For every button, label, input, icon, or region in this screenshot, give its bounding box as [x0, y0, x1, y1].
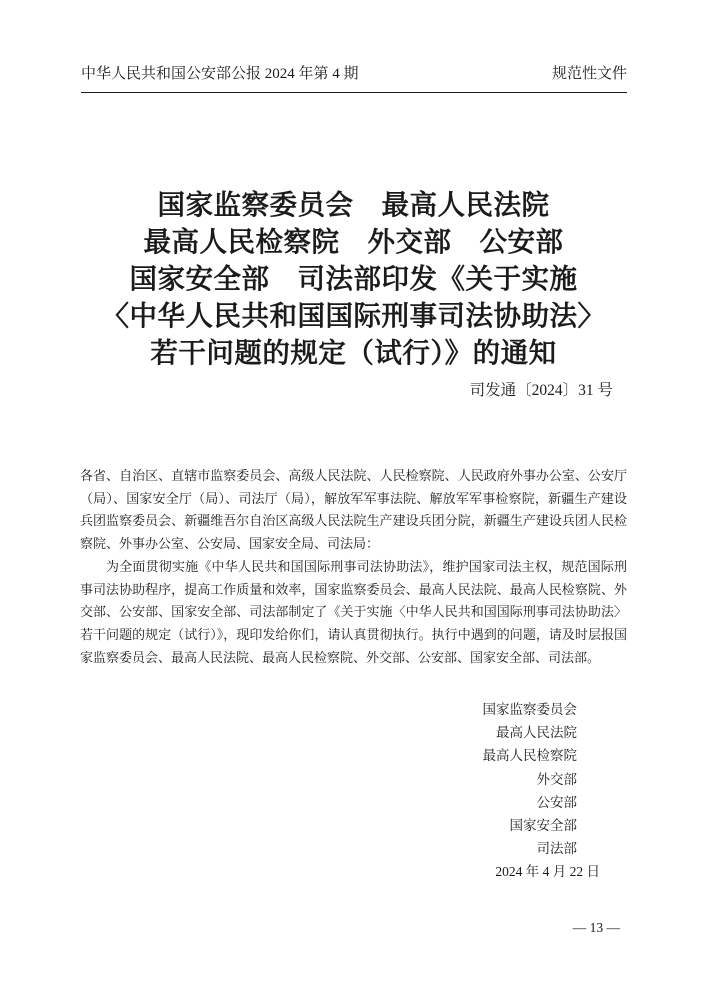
page-number: — 13 — [572, 920, 620, 935]
document-title [40, 186, 667, 371]
issuer-name: 国家安全部 [509, 818, 577, 834]
issuer-name: 外交部 [536, 771, 577, 787]
journal-title: 中华人民共和国公安部公报 2024 年第 4 期 [81, 66, 359, 82]
document-title-line: 国家安全部 司法部印发《关于实施 [129, 263, 578, 294]
issuer-name: 最高人民检察院 [482, 748, 577, 764]
document-number: 司发通〔2024〕31 号 [469, 382, 613, 399]
section-label: 规范性文件 [551, 66, 627, 82]
document-title-line: 〈中华人民共和国国际刑事司法协助法〉 [101, 300, 606, 331]
signature-date: 2024 年 4 月 22 日 [495, 864, 600, 880]
document-title-line: 若干问题的规定（试行）》的通知 [150, 337, 557, 368]
header-rule [81, 92, 627, 93]
issuer-name: 公安部 [536, 794, 577, 810]
document-body [80, 465, 627, 669]
signature-block [0, 698, 707, 884]
issuer-name: 国家监察委员会 [482, 702, 577, 717]
notice-paragraph: 为全面贯彻实施《中华人民共和国国际刑事司法协助法》，维护国家司法主权，规范国际刑事司法协助程序，提高工作质量和效率，国家监察委员会、最高人民法院、最高人民检察院、外交部、公安部、国家安全部、司法部制定了《关于实施〈中华人民共和国国际刑事司法协助法〉若干问题的规定（试行）》，现印发给你们，请认真贯彻执行。执行中遇到的问题，请及时层报国家监察委员会、最高人民法院、最高人民检察院、外交部、公安部、国家安全部、司法部。 [80, 558, 627, 665]
issuer-name: 最高人民法院 [496, 725, 577, 741]
document-title-line: 国家监察委员会 最高人民法院 [157, 189, 550, 220]
page-header [81, 63, 627, 85]
document-title-line: 最高人民检察院 外交部 公安部 [143, 226, 564, 257]
issuer-name: 司法部 [536, 841, 577, 857]
addressees-paragraph: 各省、自治区、直辖市监察委员会、高级人民法院、人民检察院、人民政府外事办公室、公安厅（局）、国家安全厅（局）、司法厅（局），解放军军事法院、解放军军事检察院，新疆生产建设兵团监察委员会、新疆维吾尔自治区高级人民法院生产建设兵团分院，新疆生产建设兵团人民检察院、外事办公室、公安局、国家安全局、司法局： [80, 468, 627, 552]
